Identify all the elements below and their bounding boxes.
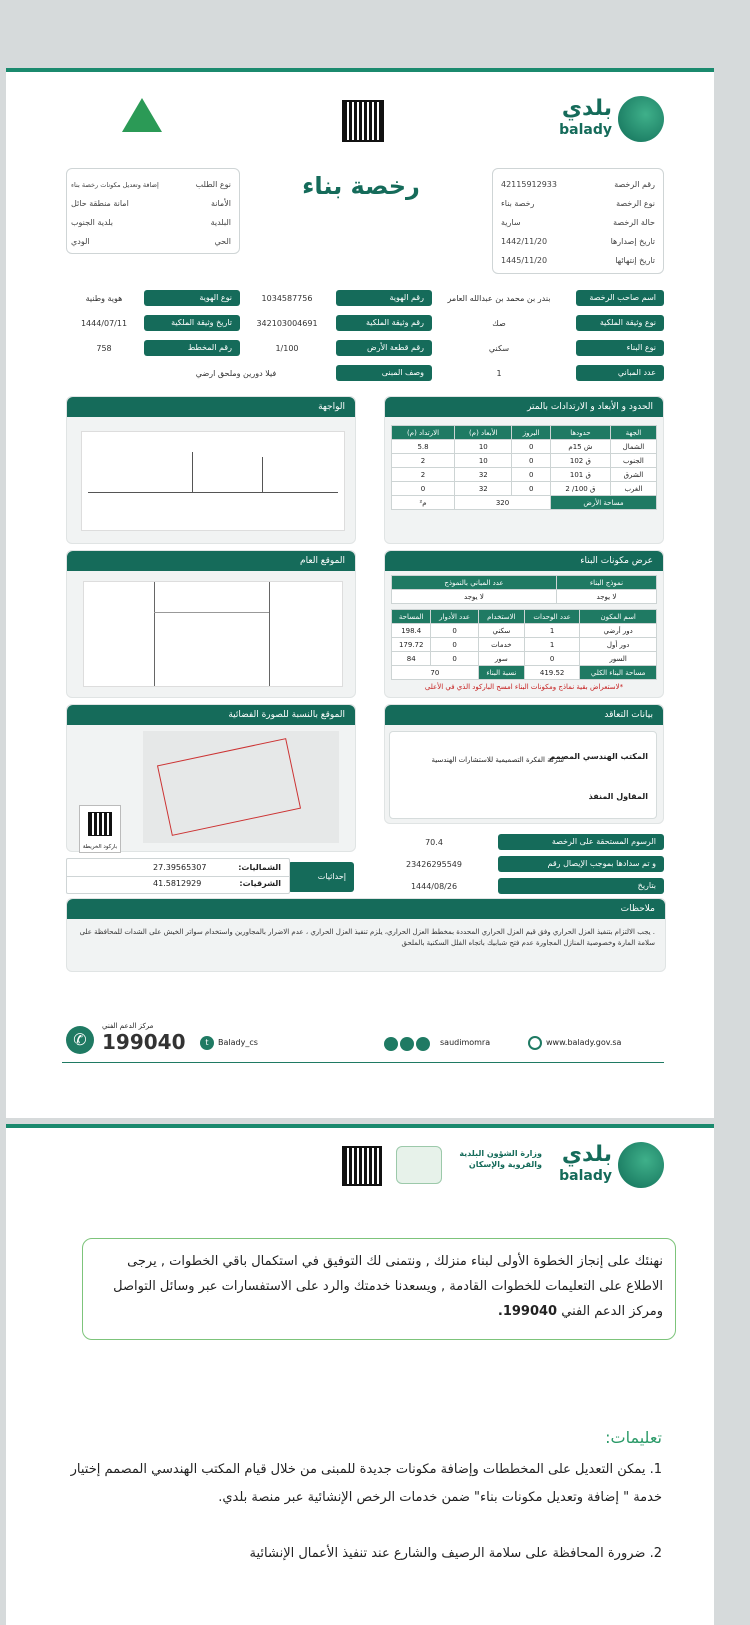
facade-title: الواجهة xyxy=(67,397,355,417)
footer xyxy=(62,1022,664,1063)
plan-number-label: رقم المخطط xyxy=(144,340,240,356)
east-value: 41.5812929 xyxy=(153,879,202,888)
cell: 0 xyxy=(524,652,579,666)
cell: 10 xyxy=(455,454,512,468)
balady-logo xyxy=(554,94,664,144)
page2-qr-code[interactable] xyxy=(342,1146,382,1186)
brand-en-2: balady xyxy=(559,1168,612,1184)
area-unit: م² xyxy=(392,496,455,510)
receipt-label: و تم سدادها بموجب الإيصال رقم xyxy=(498,856,664,872)
issue-date-value: 1442/11/20 xyxy=(501,237,548,246)
congrats-box xyxy=(82,1238,676,1340)
cell: ق 102 xyxy=(550,454,610,468)
youtube-icon xyxy=(416,1037,430,1051)
district-label: الحي xyxy=(214,237,231,246)
deed-number-value: 342103004691 xyxy=(256,319,318,328)
cell: ش 15م xyxy=(550,440,610,454)
cell: دور أول xyxy=(580,638,657,652)
deed-number-label: رقم وثيقة الملكية xyxy=(336,315,432,331)
satellite-title: الموقع بالنسبة للصورة الفضائية xyxy=(67,705,355,725)
contract-title: بيانات التعاقد xyxy=(385,705,663,725)
facade-drawing[interactable] xyxy=(81,431,345,531)
satellite-panel xyxy=(66,704,356,852)
general-site-title: الموقع العام xyxy=(67,551,355,571)
cell: 0 xyxy=(392,482,455,496)
palm-emblem-icon xyxy=(396,1146,442,1184)
license-info-box xyxy=(492,168,664,274)
id-value: 1034587756 xyxy=(261,294,313,303)
twitter-icon: t xyxy=(200,1036,214,1050)
cell: 10 xyxy=(455,440,512,454)
brand-ar: بلدي xyxy=(561,96,612,121)
building-count-value: 1 xyxy=(496,369,502,378)
col-floors: عدد الأدوار xyxy=(431,610,478,624)
pyramid-icon xyxy=(122,98,162,132)
designer-label: المكتب الهندسي المصمم xyxy=(549,752,648,761)
cell: 1 xyxy=(524,624,579,638)
bounds-panel xyxy=(384,396,664,544)
social-icons xyxy=(384,1036,430,1055)
components-panel xyxy=(384,550,664,698)
north-value: 27.39565307 xyxy=(153,863,207,872)
twitter-handle[interactable]: Balady_cs xyxy=(218,1038,258,1047)
col-dimension: الأبعاد (م) xyxy=(455,426,512,440)
building-desc-label: وصف المبنى xyxy=(336,365,432,381)
cell: 1 xyxy=(524,638,579,652)
deed-type-label: نوع وثيقة الملكية xyxy=(576,315,664,331)
cell: 2 xyxy=(392,454,455,468)
area-label: مساحة الأرض xyxy=(550,496,656,510)
table-row xyxy=(392,624,657,638)
instruction-item-1: 1. يمكن التعديل على المخططات وإضافة مكونات جديدة للمبنى من خلال قيام المكتب الهندسي المصمم إختيار خدمة " إضافة وتعديل مكونات بناء" ضمن خدمات الرخص الإنشائية عبر منصة بلدي. xyxy=(70,1462,662,1505)
cell: 32 xyxy=(455,482,512,496)
request-type-label: نوع الطلب xyxy=(195,180,231,189)
bounds-table xyxy=(391,425,657,510)
expiry-date-value: 1445/11/20 xyxy=(501,256,548,265)
phone-icon: ✆ xyxy=(66,1026,94,1054)
congrats-message xyxy=(97,1249,663,1324)
ratio-label: نسبة البناء xyxy=(478,666,524,680)
general-site-panel xyxy=(66,550,356,698)
table-row xyxy=(392,482,657,496)
components-table xyxy=(391,609,657,680)
cell: 0 xyxy=(431,624,478,638)
license-page xyxy=(6,68,714,1118)
facade-panel xyxy=(66,396,356,544)
cell: سكني xyxy=(478,624,524,638)
col-units: عدد الوحدات xyxy=(524,610,579,624)
website-link[interactable]: www.balady.gov.sa xyxy=(546,1038,622,1047)
model-label: نموذج البناء xyxy=(556,576,656,590)
designer-value: شركة الفكرة التصميمية للاستشارات الهندسية xyxy=(431,756,564,764)
congrats-text: نهنئك على إنجاز الخطوة الأولى لبناء منزلك , ونتمنى لك التوفيق في استكمال باقي الخطوات , يرجى الاطلاع على التعليمات للخطوات القادمة , ويسعدنا خدمتك والرد على الاستفسارات عبر وسائل التواصل ومركز الدعم الفني xyxy=(113,1254,663,1319)
components-note: *لاستعراض بقية نماذج ومكونات البناء امسح الباركود الذي في الأعلى xyxy=(424,683,624,691)
cell: 0 xyxy=(431,638,478,652)
notes-text: . يجب الالتزام بتنفيذ العزل الحراري وفق قيم العزل الحراري المحددة بمخطط العزل الحراري، يلزم تنفيذ العزل الحراري ، عدم الاضرار بالمجاورين واستخدام سواتر الخيش على الشدات للمحافظة على سلامة المارة وخصوصية المنازل المجاورة عدم فتح شبابيك باتجاه الفلل السكنية بالملحق xyxy=(79,928,655,947)
ministry-logo xyxy=(396,1142,546,1186)
support-number[interactable]: 199040 xyxy=(102,1030,186,1054)
license-status-label: حالة الرخصة xyxy=(613,218,655,227)
license-number-value: 42115912933 xyxy=(501,180,557,189)
north-label: الشماليات: xyxy=(238,863,281,872)
col-component: اسم المكون xyxy=(580,610,657,624)
building-desc-value: فيلا دورين وملحق ارضي xyxy=(195,369,277,378)
baladiya-value: بلدية الجنوب xyxy=(71,218,114,227)
satellite-map[interactable] xyxy=(143,731,339,843)
table-row xyxy=(392,638,657,652)
cell: سور xyxy=(478,652,524,666)
instructions-page xyxy=(6,1124,714,1625)
plan-number-value: 758 xyxy=(96,344,112,353)
license-number-label: رقم الرخصة xyxy=(614,180,655,189)
col-usage: الاستخدام xyxy=(478,610,524,624)
id-type-value: هوية وطنية xyxy=(85,294,123,303)
authority-logo xyxy=(122,98,162,142)
cell: 0 xyxy=(512,482,550,496)
cell: الجنوب xyxy=(610,454,656,468)
deed-type-value: صك xyxy=(492,319,506,328)
date-label: بتاريخ xyxy=(498,878,664,894)
request-info-box xyxy=(66,168,240,254)
cell: 179.72 xyxy=(392,638,431,652)
cell: الشمال xyxy=(610,440,656,454)
balady-logo-2 xyxy=(554,1140,664,1190)
license-type-label: نوع الرخصة xyxy=(616,199,655,208)
col-boundary: حدودها xyxy=(550,426,610,440)
east-label: الشرقيات: xyxy=(239,879,281,888)
total-label: مساحة البناء الكلي xyxy=(580,666,657,680)
support-number-inline[interactable]: 199040. xyxy=(497,1304,558,1319)
col-side: الجهة xyxy=(610,426,656,440)
owner-label: اسم صاحب الرخصة xyxy=(576,290,664,306)
cell: السور xyxy=(580,652,657,666)
cell: الشرق xyxy=(610,468,656,482)
plot-number-value: 1/100 xyxy=(275,344,299,353)
col-setback: الارتداد (م) xyxy=(392,426,455,440)
contract-panel xyxy=(384,704,664,824)
fee-value: 70.4 xyxy=(425,838,443,847)
instructions-title: تعليمات: xyxy=(605,1428,662,1447)
building-count-label: عدد المباني xyxy=(576,365,664,381)
components-title: عرض مكونات البناء xyxy=(385,551,663,571)
date-value: 1444/08/26 xyxy=(410,882,458,891)
area-row xyxy=(392,496,657,510)
brand-ar-2: بلدي xyxy=(561,1142,612,1167)
expiry-date-label: تاريخ إنتهائها xyxy=(615,256,655,265)
cell: خدمات xyxy=(478,638,524,652)
license-qr-code[interactable] xyxy=(342,100,384,142)
municipality-value: امانة منطقة حائل xyxy=(71,199,129,208)
site-plan-drawing[interactable] xyxy=(83,581,343,687)
cell: ق 100/ 2 xyxy=(550,482,610,496)
cell: 5.8 xyxy=(392,440,455,454)
cell: الغرب xyxy=(610,482,656,496)
table-row xyxy=(392,454,657,468)
ministry-name: وزارة الشؤون البلدية والقروية والإسكان xyxy=(459,1149,542,1169)
deed-date-label: تاريخ وثيقة الملكية xyxy=(144,315,240,331)
balady-emblem-icon xyxy=(618,96,664,142)
table-row xyxy=(392,468,657,482)
bounds-title: الحدود و الأبعاد و الارتدادات بالمتر xyxy=(385,397,663,417)
build-type-value: سكني xyxy=(488,344,510,353)
fee-label: الرسوم المستحقة على الرخصة xyxy=(498,834,664,850)
request-type-value: إضافة وتعديل مكونات رخصة بناء xyxy=(71,180,159,189)
deed-date-value: 1444/07/11 xyxy=(80,319,128,328)
brand-en: balady xyxy=(559,122,612,138)
balady-emblem-icon xyxy=(618,1142,664,1188)
contractor-label: المقاول المنفذ xyxy=(588,792,648,801)
cell: 2 xyxy=(392,468,455,482)
cell: 84 xyxy=(392,652,431,666)
cell: 32 xyxy=(455,468,512,482)
model-table xyxy=(391,575,657,604)
area-value: 320 xyxy=(455,496,551,510)
district-value: الودي xyxy=(71,237,90,246)
col-area: المساحة xyxy=(392,610,431,624)
notes-title: ملاحظات xyxy=(67,899,665,919)
notes-panel xyxy=(66,898,666,972)
map-qr-code xyxy=(88,812,112,836)
totals-row xyxy=(392,666,657,680)
cell: 198.4 xyxy=(392,624,431,638)
facebook-icon xyxy=(400,1037,414,1051)
baladiya-label: البلدية xyxy=(210,218,231,227)
id-label: رقم الهوية xyxy=(336,290,432,306)
owner-value: بندر بن محمد بن عبدالله العامر xyxy=(447,294,551,303)
table-row xyxy=(392,652,657,666)
municipality-label: الأمانة xyxy=(210,199,231,208)
total-value: 419.52 xyxy=(524,666,579,680)
cell: 0 xyxy=(512,454,550,468)
col-projection: البروز xyxy=(512,426,550,440)
table-row xyxy=(392,440,657,454)
license-type-value: رخصة بناء xyxy=(501,199,535,208)
build-type-label: نوع البناء xyxy=(576,340,664,356)
license-status-value: سارية xyxy=(501,218,521,227)
document-title: رخصة بناء xyxy=(302,172,420,200)
instruction-item-2: 2. ضرورة المحافظة على سلامة الرصيف والشارع عند تنفيذ الأعمال الإنشائية xyxy=(249,1546,662,1561)
cell: 0 xyxy=(512,440,550,454)
cell: دور أرضي xyxy=(580,624,657,638)
model-count-value: لا يوجد xyxy=(392,590,557,604)
globe-icon xyxy=(528,1036,542,1050)
cell: 0 xyxy=(512,468,550,482)
social-handle[interactable]: saudimomra xyxy=(440,1038,491,1047)
model-value: لا يوجد xyxy=(556,590,656,604)
issue-date-label: تاريخ إصدارها xyxy=(610,237,655,246)
plot-number-label: رقم قطعة الأرض xyxy=(336,340,432,356)
map-qr-button[interactable] xyxy=(79,805,121,853)
ratio-value: 70 xyxy=(392,666,479,680)
map-qr-label: باركود الخريطة xyxy=(82,844,118,850)
cell: ق 101 xyxy=(550,468,610,482)
cell: 0 xyxy=(431,652,478,666)
coords-box xyxy=(66,858,290,894)
id-type-label: نوع الهوية xyxy=(144,290,240,306)
support-label: مركز الدعم الفني xyxy=(102,1022,154,1030)
model-count-label: عدد المباني بالنموذج xyxy=(392,576,557,590)
receipt-value: 23426295549 xyxy=(406,860,462,869)
twitter-icon xyxy=(384,1037,398,1051)
coords-title: إحداثيات xyxy=(288,862,354,892)
